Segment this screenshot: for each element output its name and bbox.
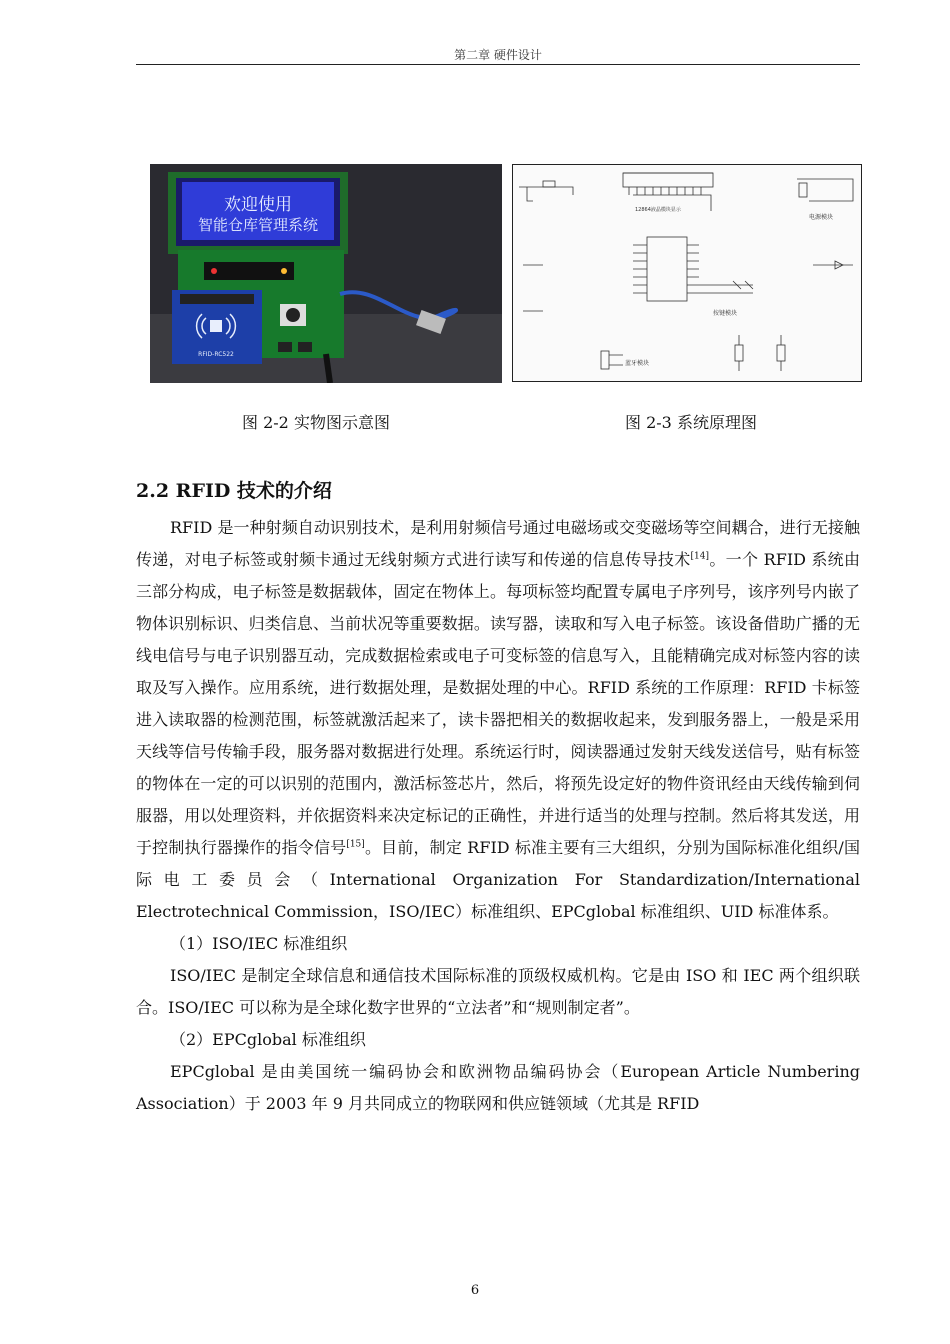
page-number: 6 <box>470 1283 480 1298</box>
section-heading: 2.2 RFID 技术的介绍 <box>136 480 332 502</box>
schematic-label-power: 电源模块 <box>809 214 834 221</box>
schematic-drawing <box>513 165 860 380</box>
hardware-photo <box>150 164 502 383</box>
schematic-label-keys: 按键模块 <box>713 310 738 317</box>
running-header: 第二章 硬件设计 <box>454 48 542 62</box>
paragraph-iso-iec: ISO/IEC 是制定全球信息和通信技术国际标准的顶级权威机构。它是由 ISO 和 IEC 两个组织联合。ISO/IEC 可以称为是全球化数字世界的“立法者”和“规则制定者”。 <box>136 966 860 1017</box>
schematic-label-bluetooth: 蓝牙模块 <box>625 360 650 367</box>
citation-14: [14] <box>690 551 710 562</box>
paragraph-text: RFID 是一种射频自动识别技术，是利用射频信号通过电磁场或交变磁场等空间耦合，进行无接触传递，对电子标签或射频卡通过无线射频方式进行读写和传递的信息传导技术 <box>136 518 860 569</box>
schematic-label-display: 12864液晶模块显示 <box>635 207 681 213</box>
rfid-card-label: RFID-RC522 <box>198 351 234 358</box>
list-item-iso-iec: （1）ISO/IEC 标准组织 <box>170 934 348 953</box>
paragraph-text: 。一个 RFID 系统由三部分构成，电子标签是数据载体，固定在物体上。每项标签均配置专属电子序列号，该序列号内嵌了物体识别标识、归类信息、当前状况等重要数据。读写器，读取和写入电子标签。该设备借助广播的无线电信号与电子识别器互动，完成数据检索或电子可变标签的信息写入，且能精确完成对标签内容的读取及写入操作。应用系统，进行数据处理，是数据处理的中心。RFID 系统的工作原理：RFID 卡标签进入读取器的检测范围，标签就激活起来了，读卡器把相关的数据收起来，发到服务器上，一般是采用天线等信号传输手段，服务器对数据进行处理。系统运行时，阅读器通过发射天线发送信号，贴有标签的物体在一定的可以识别的范围内，激活标签芯片，然后，将预先设定好的物件资讯经由天线传输到伺服器，用以处理资料，并依据资料来决定标记的正确性，并进行适当的处理与控制。然后将其发送，用于控制执行器操作的指令信号 <box>136 550 860 857</box>
lcd-line-2: 智能仓库管理系统 <box>197 216 319 234</box>
paragraph-rfid-intro <box>136 512 860 928</box>
figure-caption-2-2: 图 2-2 实物图示意图 <box>242 413 390 432</box>
figure-caption-2-3: 图 2-3 系统原理图 <box>625 413 757 432</box>
paragraph-text: 。目前，制定 RFID 标准主要有三大组织，分别为国际标准化组织/国际电工委员会（International Organization For Standardization/International Electrotechnical Commission，ISO/IEC）标准组织、EPCglobal 标准组织、UID 标准体系。 <box>136 838 860 921</box>
paragraph-epcglobal: EPCglobal 是由美国统一编码协会和欧洲物品编码协会（European Article Numbering Association）于 2003 年 9 月共同成立的物联网和供应链领域（尤其是 RFID <box>136 1062 860 1113</box>
schematic-diagram <box>512 164 862 382</box>
body-text <box>136 512 860 1120</box>
list-item-epcglobal: （2）EPCglobal 标准组织 <box>170 1030 366 1049</box>
header-rule <box>136 64 860 65</box>
lcd-line-1: 欢迎使用 <box>224 195 292 215</box>
hardware-photo-drawing <box>150 164 502 383</box>
citation-15: [15] <box>346 839 365 850</box>
